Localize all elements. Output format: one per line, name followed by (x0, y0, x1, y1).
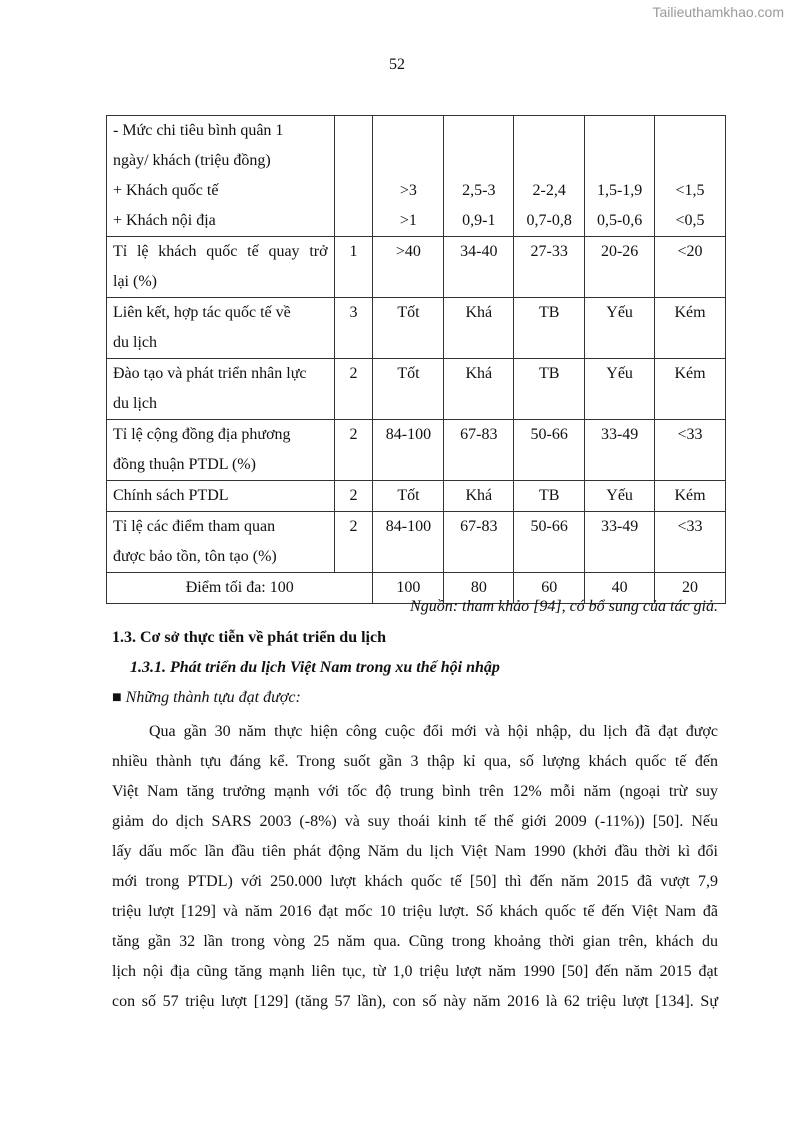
criterion-cell (107, 512, 335, 573)
score-cell: 20-26 (585, 237, 655, 298)
score-line (587, 116, 652, 146)
score-cell: Kém (655, 481, 726, 512)
score-cell: Yếu (585, 359, 655, 420)
criterion-line: Đào tạo và phát triển nhân lực (113, 365, 307, 382)
criterion-line: ngày/ khách (triệu đồng) (113, 152, 271, 169)
score-cell: TB (514, 298, 585, 359)
score-cell: <33 (655, 512, 726, 573)
score-cell: 34-40 (444, 237, 514, 298)
weight-cell: 2 (334, 512, 373, 573)
score-cell: 33-49 (585, 420, 655, 481)
weight-cell: 2 (334, 481, 373, 512)
section-heading: 1.3. Cơ sở thực tiễn về phát triển du lịch (112, 629, 386, 646)
table-row (107, 481, 726, 512)
score-cell: Tốt (373, 298, 444, 359)
criterion-line: đồng thuận PTDL (%) (113, 456, 256, 473)
score-cell: 33-49 (585, 512, 655, 573)
score-cell: Tốt (373, 481, 444, 512)
subsection-heading: 1.3.1. Phát triển du lịch Việt Nam trong xu thế hội nhập (130, 659, 500, 676)
score-line: <1,5 (675, 182, 705, 199)
score-cell: <20 (655, 237, 726, 298)
weight-cell (334, 116, 373, 237)
criterion-line: Tỉ lệ khách quốc tế quay trở (113, 243, 328, 260)
score-line (375, 146, 441, 176)
criterion-cell (107, 481, 335, 512)
criterion-line: Chính sách PTDL (113, 487, 229, 504)
paragraph-line: giảm do dịch SARS 2003 (-8%) và suy thoái kinh tế thế giới 2009 (-11%)) [50]. Nếu (112, 813, 718, 830)
score-cell: 27-33 (514, 237, 585, 298)
page-number: 52 (389, 56, 405, 73)
score-cell: Khá (444, 298, 514, 359)
score-cell (514, 116, 585, 237)
table-row (107, 512, 726, 573)
total-score-cell: 80 (444, 573, 514, 604)
criterion-line: + Khách quốc tế (113, 182, 219, 199)
total-label: Điểm tối đa: 100 (107, 573, 373, 604)
paragraph-line: con số 57 triệu lượt [129] (tăng 57 lần), con số này năm 2016 là 62 triệu lượt [134]. Sự (112, 993, 718, 1010)
score-line (446, 116, 511, 146)
score-cell: TB (514, 481, 585, 512)
score-cell: 50-66 (514, 420, 585, 481)
criteria-table (106, 115, 726, 604)
total-score-cell: 100 (373, 573, 444, 604)
score-cell: 67-83 (444, 512, 514, 573)
score-line (657, 116, 723, 146)
weight-cell: 2 (334, 420, 373, 481)
score-cell: TB (514, 359, 585, 420)
score-cell: <33 (655, 420, 726, 481)
paragraph-line: Việt Nam tăng trưởng mạnh với tốc độ trung bình trên 12% mỗi năm (ngoại trừ suy (112, 783, 718, 800)
score-line (657, 146, 723, 176)
score-cell (444, 116, 514, 237)
score-line: >1 (399, 212, 417, 229)
criterion-cell (107, 420, 335, 481)
criterion-cell (107, 116, 335, 237)
criterion-line: du lịch (113, 334, 157, 351)
score-cell: Kém (655, 298, 726, 359)
criterion-cell (107, 237, 335, 298)
criterion-line: Liên kết, hợp tác quốc tế về (113, 304, 291, 321)
score-line: <0,5 (675, 212, 705, 229)
criterion-line: - Mức chi tiêu bình quân 1 (113, 122, 284, 139)
paragraph-line: Qua gần 30 năm thực hiện công cuộc đổi mới và hội nhập, du lịch đã đạt được (149, 723, 718, 740)
total-score-cell: 40 (585, 573, 655, 604)
score-line (375, 116, 441, 146)
score-line: 1,5-1,9 (596, 182, 643, 199)
criterion-cell (107, 359, 335, 420)
score-line (516, 116, 582, 146)
criterion-line: Tỉ lệ cộng đồng địa phương (113, 426, 291, 443)
table-source-note: Nguồn: tham khảo [94], có bổ sung của tác giả. (410, 598, 718, 615)
criterion-line: được bảo tồn, tôn tạo (%) (113, 548, 277, 565)
score-line: 0,5-0,6 (596, 212, 643, 229)
total-score-cell: 60 (514, 573, 585, 604)
score-line (446, 146, 511, 176)
score-line: 0,9-1 (462, 212, 496, 229)
criterion-line: + Khách nội địa (113, 212, 216, 229)
score-line: >3 (399, 182, 417, 199)
table-row (107, 420, 726, 481)
criterion-line: lại (%) (113, 273, 157, 290)
body-paragraph (112, 717, 718, 1017)
paragraph-line: tăng gần 32 lần trong vòng 25 năm qua. Cũng trong khoảng thời gian trên, khách du (112, 933, 718, 950)
score-cell: >40 (373, 237, 444, 298)
score-cell: 50-66 (514, 512, 585, 573)
paragraph-line: lấy dấu mốc lần đầu tiên phát động Năm du lịch Việt Nam 1990 (khởi đầu thời kì đổi (112, 843, 718, 860)
criterion-line: Tỉ lệ các điểm tham quan (113, 518, 276, 535)
score-line (516, 146, 582, 176)
table-row (107, 359, 726, 420)
score-cell: 67-83 (444, 420, 514, 481)
score-cell: Yếu (585, 481, 655, 512)
paragraph-line: nhiều thành tựu đáng kể. Trong suốt gần 3 thập kỉ qua, số lượng khách quốc tế đến (112, 753, 718, 770)
score-line: 2-2,4 (532, 182, 566, 199)
table-row (107, 298, 726, 359)
paragraph-line: lịch nội địa cũng tăng mạnh liên tục, từ 1,0 triệu lượt năm 1990 [50] đến năm 2015 đạt (112, 963, 718, 980)
score-cell: 84-100 (373, 512, 444, 573)
score-cell: 84-100 (373, 420, 444, 481)
bullet-heading: ■ Những thành tựu đạt được: (112, 689, 301, 706)
total-score-cell: 20 (655, 573, 726, 604)
score-cell: Khá (444, 481, 514, 512)
paragraph-line: triệu lượt [129] và năm 2016 đạt mốc 10 triệu lượt. Số khách quốc tế đến Việt Nam đã (112, 903, 718, 920)
weight-cell: 1 (334, 237, 373, 298)
score-line (587, 146, 652, 176)
weight-cell: 3 (334, 298, 373, 359)
watermark: Tailieuthamkhao.com (652, 4, 784, 20)
paragraph-line: mới trong PTDL) với 250.000 lượt khách quốc tế [50] thì đến năm 2015 đã vượt 7,9 (112, 873, 718, 890)
score-cell (373, 116, 444, 237)
table-row (107, 116, 726, 237)
criterion-line: du lịch (113, 395, 157, 412)
score-cell (655, 116, 726, 237)
score-line: 0,7-0,8 (526, 212, 572, 229)
score-line: 2,5-3 (462, 182, 496, 199)
criterion-cell (107, 298, 335, 359)
score-cell: Yếu (585, 298, 655, 359)
weight-cell: 2 (334, 359, 373, 420)
score-cell (585, 116, 655, 237)
score-cell: Khá (444, 359, 514, 420)
score-cell: Tốt (373, 359, 444, 420)
table-row (107, 237, 726, 298)
score-cell: Kém (655, 359, 726, 420)
